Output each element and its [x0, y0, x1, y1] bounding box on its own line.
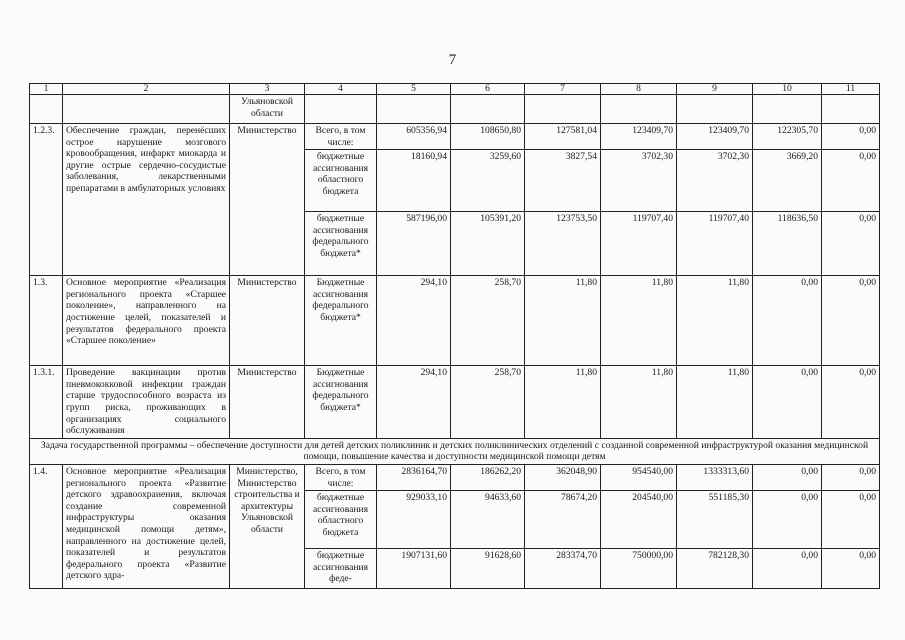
amount-cell: 123753,50: [525, 212, 601, 276]
amount-cell: 105391,20: [451, 212, 525, 276]
amount-cell: 118636,50: [753, 212, 822, 276]
empty-cell: [601, 95, 677, 124]
executor-cell: Министерство: [230, 276, 305, 366]
amount-cell: 78674,20: [525, 491, 601, 549]
amount-cell: 0,00: [822, 366, 880, 439]
column-number: 11: [822, 84, 880, 95]
amount-cell: 123409,70: [677, 124, 753, 150]
task-text: Задача государственной программы – обеспечение доступности для детей детских поликлиник и детских поликлинических отделений с созданной современной инфраструктурой оказания медицинской помощи, повышение качества и доступности медицинской помощи детям: [30, 438, 880, 464]
empty-cell: [525, 95, 601, 124]
empty-cell: [753, 95, 822, 124]
amount-cell: 782128,30: [677, 549, 753, 589]
task-row: [30, 438, 880, 464]
amount-cell: 122305,70: [753, 124, 822, 150]
amount-cell: 11,80: [525, 366, 601, 439]
table-row: [30, 366, 880, 439]
amount-cell: 605356,94: [377, 124, 451, 150]
amount-cell: 11,80: [601, 366, 677, 439]
amount-cell: 11,80: [677, 366, 753, 439]
amount-cell: 0,00: [753, 276, 822, 366]
amount-cell: 127581,04: [525, 124, 601, 150]
amount-cell: 3702,30: [601, 150, 677, 212]
amount-cell: 3827,54: [525, 150, 601, 212]
amount-cell: 0,00: [753, 464, 822, 490]
column-number: 2: [63, 84, 230, 95]
column-number-row: [30, 84, 880, 95]
measure-name: Основное мероприятие «Реализация регионального проекта «Старшее поколение», направленного на достижение целей, показателей и результатов федерального проекта «Старшее поколение»: [63, 276, 230, 366]
executor-cell: Министерство: [230, 124, 305, 276]
executor-cell: Министерство, Министерство строительства и архитектуры Ульяновской области: [230, 464, 305, 588]
amount-cell: 258,70: [451, 276, 525, 366]
funding-source: Бюджетные ассигнования федерального бюджета*: [305, 276, 377, 366]
amount-cell: 3669,20: [753, 150, 822, 212]
column-number: 9: [677, 84, 753, 95]
amount-cell: 929033,10: [377, 491, 451, 549]
amount-cell: 0,00: [753, 549, 822, 589]
funding-source: бюджетные ассигнования областного бюджета: [305, 150, 377, 212]
amount-cell: 1333313,60: [677, 464, 753, 490]
empty-cell: [377, 95, 451, 124]
amount-cell: 0,00: [822, 549, 880, 589]
row-number: 1.3.: [30, 276, 63, 366]
row-number: 1.3.1.: [30, 366, 63, 439]
amount-cell: 954540,00: [601, 464, 677, 490]
amount-cell: 3259,60: [451, 150, 525, 212]
amount-cell: 551185,30: [677, 491, 753, 549]
column-number: 7: [525, 84, 601, 95]
column-number: 10: [753, 84, 822, 95]
amount-cell: 0,00: [822, 150, 880, 212]
amount-cell: 91628,60: [451, 549, 525, 589]
funding-source: бюджетные ассигнования феде-: [305, 549, 377, 589]
amount-cell: 2836164,70: [377, 464, 451, 490]
amount-cell: 587196,00: [377, 212, 451, 276]
column-number: 1: [30, 84, 63, 95]
funding-source: Всего, в том числе:: [305, 124, 377, 150]
table-row: [30, 464, 880, 490]
amount-cell: 3702,30: [677, 150, 753, 212]
column-number: 3: [230, 84, 305, 95]
amount-cell: 18160,94: [377, 150, 451, 212]
amount-cell: 108650,80: [451, 124, 525, 150]
executor-cell: Министерство: [230, 366, 305, 439]
funding-source: бюджетные ассигнования федерального бюджета*: [305, 212, 377, 276]
amount-cell: 94633,60: [451, 491, 525, 549]
amount-cell: 0,00: [822, 212, 880, 276]
amount-cell: 1907131,60: [377, 549, 451, 589]
amount-cell: 119707,40: [677, 212, 753, 276]
empty-cell: [822, 95, 880, 124]
amount-cell: 204540,00: [601, 491, 677, 549]
empty-cell: [677, 95, 753, 124]
amount-cell: 11,80: [525, 276, 601, 366]
page-number: 7: [448, 52, 457, 68]
amount-cell: 11,80: [601, 276, 677, 366]
measure-name: Проведение вакцинации против пневмококковой инфекции граждан старше трудоспособного возраста из групп риска, проживающих в организациях социального обслуживания: [63, 366, 230, 439]
amount-cell: 0,00: [753, 491, 822, 549]
amount-cell: 186262,20: [451, 464, 525, 490]
funding-source: Бюджетные ассигнования федерального бюджета*: [305, 366, 377, 439]
column-number: 5: [377, 84, 451, 95]
amount-cell: 294,10: [377, 276, 451, 366]
amount-cell: 0,00: [822, 464, 880, 490]
amount-cell: 0,00: [753, 366, 822, 439]
column-number: 6: [451, 84, 525, 95]
row-number: 1.4.: [30, 464, 63, 588]
empty-cell: [63, 95, 230, 124]
executor-cell: Ульяновской области: [230, 95, 305, 124]
empty-cell: [30, 95, 63, 124]
row-number: 1.2.3.: [30, 124, 63, 276]
budget-table: [29, 83, 880, 589]
amount-cell: 750000,00: [601, 549, 677, 589]
amount-cell: 0,00: [822, 276, 880, 366]
amount-cell: 294,10: [377, 366, 451, 439]
amount-cell: 119707,40: [601, 212, 677, 276]
column-number: 8: [601, 84, 677, 95]
table-row: [30, 276, 880, 366]
empty-cell: [305, 95, 377, 124]
measure-name: Обеспечение граждан, перенёсших острое нарушение мозгового кровообращения, инфаркт миокарда и другие острые сердечно-сосудистые заболевания, лекарственными препаратами в амбулаторных условиях: [63, 124, 230, 276]
amount-cell: 0,00: [822, 491, 880, 549]
column-number: 4: [305, 84, 377, 95]
amount-cell: 362048,90: [525, 464, 601, 490]
amount-cell: 11,80: [677, 276, 753, 366]
amount-cell: 123409,70: [601, 124, 677, 150]
amount-cell: 283374,70: [525, 549, 601, 589]
continuation-row: [30, 95, 880, 124]
measure-name: Основное мероприятие «Реализация регионального проекта «Развитие детского здравоохранения, включая создание современной инфраструктуры оказания медицинской помощи детям», направленного на достижение целей, показателей и результатов федерального проекта «Развитие детского здра-: [63, 464, 230, 588]
table-row: [30, 124, 880, 150]
funding-source: бюджетные ассигнования областного бюджета: [305, 491, 377, 549]
amount-cell: 258,70: [451, 366, 525, 439]
amount-cell: 0,00: [822, 124, 880, 150]
empty-cell: [451, 95, 525, 124]
funding-source: Всего, в том числе:: [305, 464, 377, 490]
